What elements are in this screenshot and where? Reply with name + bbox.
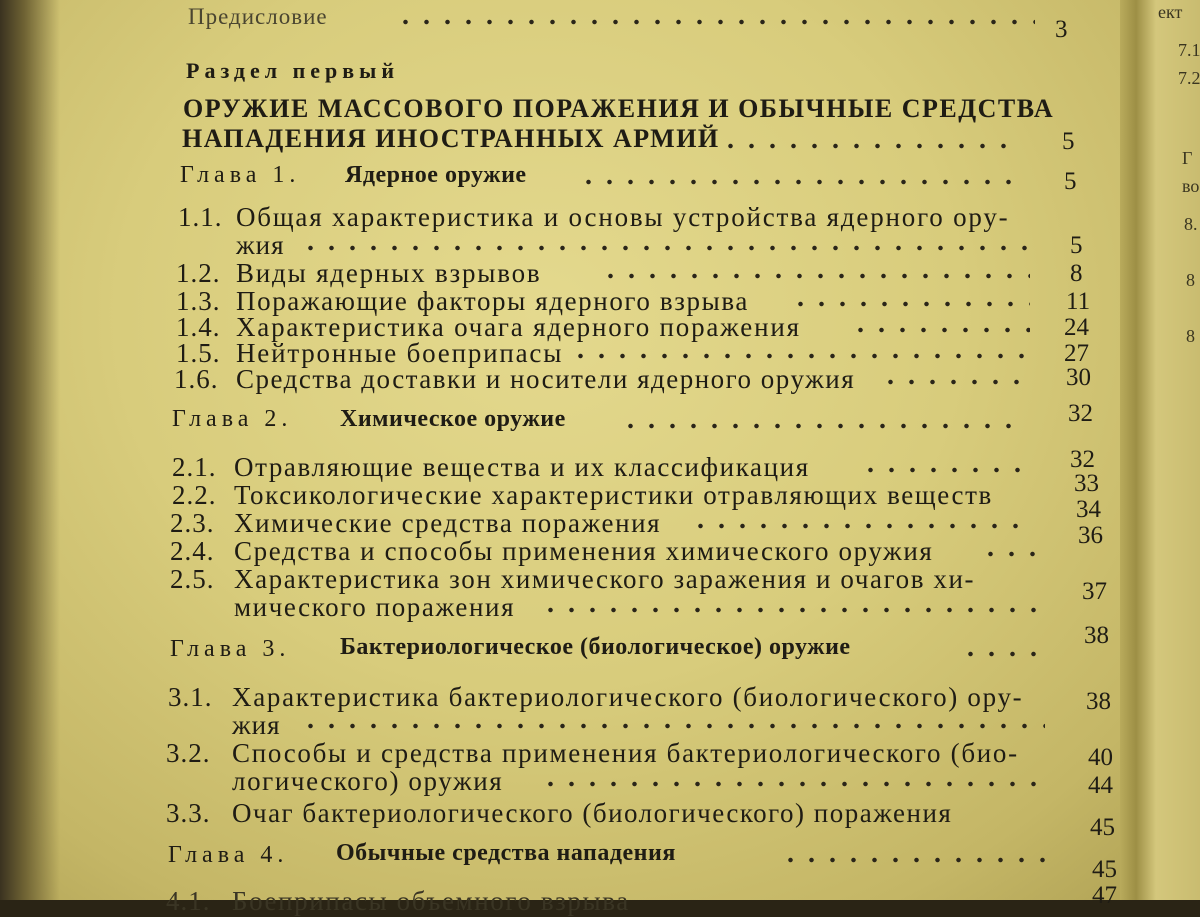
page-number: 38 <box>1084 622 1109 649</box>
dot-leader <box>880 378 1030 386</box>
toc-item-title: Виды ядерных взрывов <box>236 258 542 288</box>
dot-leader <box>850 326 1030 334</box>
dot-leader <box>578 178 1023 186</box>
page-number: 8 <box>1070 260 1083 287</box>
dot-leader <box>980 550 1040 558</box>
page-number: 24 <box>1064 314 1089 341</box>
chapter-title: Бактериологическое (биологическое) оружие <box>340 634 851 660</box>
toc-item-title: Средства и способы применения химического оружия <box>234 536 934 566</box>
toc-item-title-cont: жия <box>236 230 285 260</box>
chapter-title: Обычные средства нападения <box>336 840 676 866</box>
toc-item-num: 1.6. <box>174 364 219 394</box>
page-number: 33 <box>1074 470 1099 497</box>
page-number: 47 <box>1092 882 1117 909</box>
dot-leader <box>720 142 1020 150</box>
page-number: 5 <box>1064 168 1077 195</box>
toc-item-title: Способы и средства применения бактериологического (био- <box>232 738 1019 768</box>
toc-item-title: Нейтронные боеприпасы <box>236 338 564 368</box>
chapter-prefix: Глава 4. <box>168 842 289 868</box>
adjacent-page <box>1120 0 1200 900</box>
toc-item-num: 4.1. <box>166 886 211 916</box>
adjacent-fragment: 8 <box>1186 270 1195 290</box>
page-number: 36 <box>1078 522 1103 549</box>
dot-leader <box>620 422 1025 430</box>
dot-leader <box>600 272 1030 280</box>
adjacent-fragment: ект <box>1158 2 1183 22</box>
toc-preface: Предисловие <box>188 4 328 29</box>
adjacent-fragment: 7.1 <box>1178 40 1200 60</box>
section-title-line1: ОРУЖИЕ МАССОВОГО ПОРАЖЕНИЯ И ОБЫЧНЫЕ СРЕДСТВА <box>183 94 1055 123</box>
toc-item-num: 3.1. <box>168 682 213 712</box>
toc-item-title: Характеристика зон химического заражения и очагов хи- <box>234 564 976 594</box>
page-edge-shadow <box>0 0 60 900</box>
toc-item-num: 2.3. <box>170 508 215 538</box>
toc-item-num: 2.4. <box>170 536 215 566</box>
dot-leader <box>300 244 1030 252</box>
toc-item-num: 2.1. <box>172 452 217 482</box>
dot-leader <box>540 606 1040 614</box>
toc-item-title: Характеристика очага ядерного поражения <box>236 312 801 342</box>
toc-item-title: Поражающие факторы ядерного взрыва <box>236 286 749 316</box>
dot-leader <box>570 352 1030 360</box>
dot-leader <box>395 18 1035 26</box>
toc-item-num: 2.5. <box>170 564 215 594</box>
toc-item-num: 3.2. <box>166 738 211 768</box>
page-number: 30 <box>1066 364 1091 391</box>
toc-item-num: 1.5. <box>176 338 221 368</box>
page-number: 5 <box>1070 232 1083 259</box>
page-number: 45 <box>1092 856 1117 883</box>
dot-leader <box>960 650 1040 658</box>
chapter-title: Ядерное оружие <box>345 162 527 188</box>
toc-item-num: 2.2. <box>172 480 217 510</box>
dot-leader <box>300 722 1045 730</box>
page-number: 44 <box>1088 772 1113 799</box>
dot-leader <box>780 856 1050 864</box>
page-number: 32 <box>1068 400 1093 427</box>
page-number: 38 <box>1086 688 1111 715</box>
toc-item-title: Общая характеристика и основы устройства ядерного ору- <box>236 202 1010 232</box>
page-number: 40 <box>1088 744 1113 771</box>
page-number: 3 <box>1055 16 1068 43</box>
toc-item-title: Средства доставки и носители ядерного оружия <box>236 364 856 394</box>
toc-item-title: Очаг бактериологического (биологического) поражения <box>232 798 953 828</box>
chapter-title: Химическое оружие <box>340 406 566 432</box>
page-number: 5 <box>1062 128 1075 155</box>
toc-item-title-cont: мического поражения <box>234 592 516 622</box>
toc-item-num: 1.1. <box>178 202 223 232</box>
toc-item-num: 1.3. <box>176 286 221 316</box>
page-number: 37 <box>1082 578 1107 605</box>
page-number: 34 <box>1076 496 1101 523</box>
chapter-prefix: Глава 2. <box>172 406 293 432</box>
dot-leader <box>540 780 1045 788</box>
toc-item-num: 3.3. <box>166 798 211 828</box>
section-title-line2: НАПАДЕНИЯ ИНОСТРАННЫХ АРМИЙ <box>182 124 720 153</box>
toc-item-title-cont: логического) оружия <box>232 766 504 796</box>
toc-item-num: 1.2. <box>176 258 221 288</box>
toc-item-title: Отравляющие вещества и их классификация <box>234 452 810 482</box>
adjacent-fragment: во <box>1182 176 1200 196</box>
dot-leader <box>790 300 1030 308</box>
page-number: 45 <box>1090 814 1115 841</box>
section-label: Раздел первый <box>186 58 400 83</box>
adjacent-fragment: Г <box>1182 148 1193 168</box>
page-number: 32 <box>1070 446 1095 473</box>
dot-leader <box>690 522 1030 530</box>
page-number: 27 <box>1064 340 1089 367</box>
dot-leader <box>860 466 1025 474</box>
toc-item-title: Характеристика бактериологического (биологического) ору- <box>232 682 1024 712</box>
chapter-prefix: Глава 3. <box>170 636 291 662</box>
toc-item-title: Токсикологические характеристики отравляющих веществ <box>234 480 993 510</box>
toc-item-title-cont: жия <box>232 710 281 740</box>
toc-item-title: Химические средства поражения <box>234 508 662 538</box>
toc-item-num: 1.4. <box>176 312 221 342</box>
chapter-prefix: Глава 1. <box>180 162 301 188</box>
adjacent-fragment: 8. <box>1184 214 1198 234</box>
adjacent-fragment: 7.2 <box>1178 68 1200 88</box>
page-number: 11 <box>1066 288 1091 315</box>
adjacent-fragment: 8 <box>1186 326 1195 346</box>
toc-item-title: Боеприпасы объемного взрыва <box>232 886 630 916</box>
